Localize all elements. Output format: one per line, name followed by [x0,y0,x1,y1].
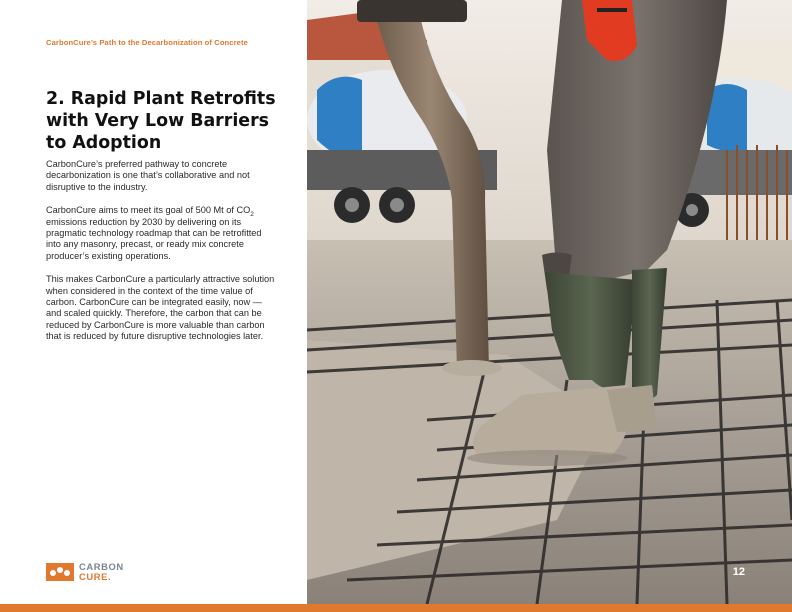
construction-photo [307,0,792,604]
page-title: 2. Rapid Plant Retrofits with Very Low Barriers to Adoption [46,89,276,153]
running-header: CarbonCure’s Path to the Decarbonization of Concrete [46,38,248,47]
paragraph-2 [46,205,278,262]
paragraph-3: This makes CarbonCure a particularly attractive solution when considered in the context of the time value of carbon. CarbonCure can be integrated easily, now — and scaled quickly. Therefore, the carbon that can be reduced by CarbonCure is more valuable than carbon that is reduced by future disruptive technologies later. [46,274,275,342]
concrete-pour-illustration [307,0,792,604]
paragraph-2-start: CarbonCure aims to meet its goal of 500 Mt of CO [46,205,251,216]
logo-wordmark [79,562,124,581]
page-number: 12 [732,566,745,578]
bottom-accent-bar [0,604,792,612]
logo-line-cure: CURE. [79,570,112,582]
paragraph-2-end: emissions reduction by 2030 by delivering on its pragmatic technology roadmap that can be retrofitted into any masonry, precast, or ready mix concrete producer’s existing operations. [46,216,262,261]
body-text [46,159,278,355]
logo-line-carbon: CARBON [79,561,124,572]
carboncure-logo [46,562,124,581]
co2-subscript: 2 [250,211,254,219]
paragraph-1: CarbonCure’s preferred pathway to concrete decarbonization is one that’s collaborative and not disruptive to the industry. [46,159,250,192]
carboncure-logo-icon [46,563,74,581]
text-column [0,0,307,604]
